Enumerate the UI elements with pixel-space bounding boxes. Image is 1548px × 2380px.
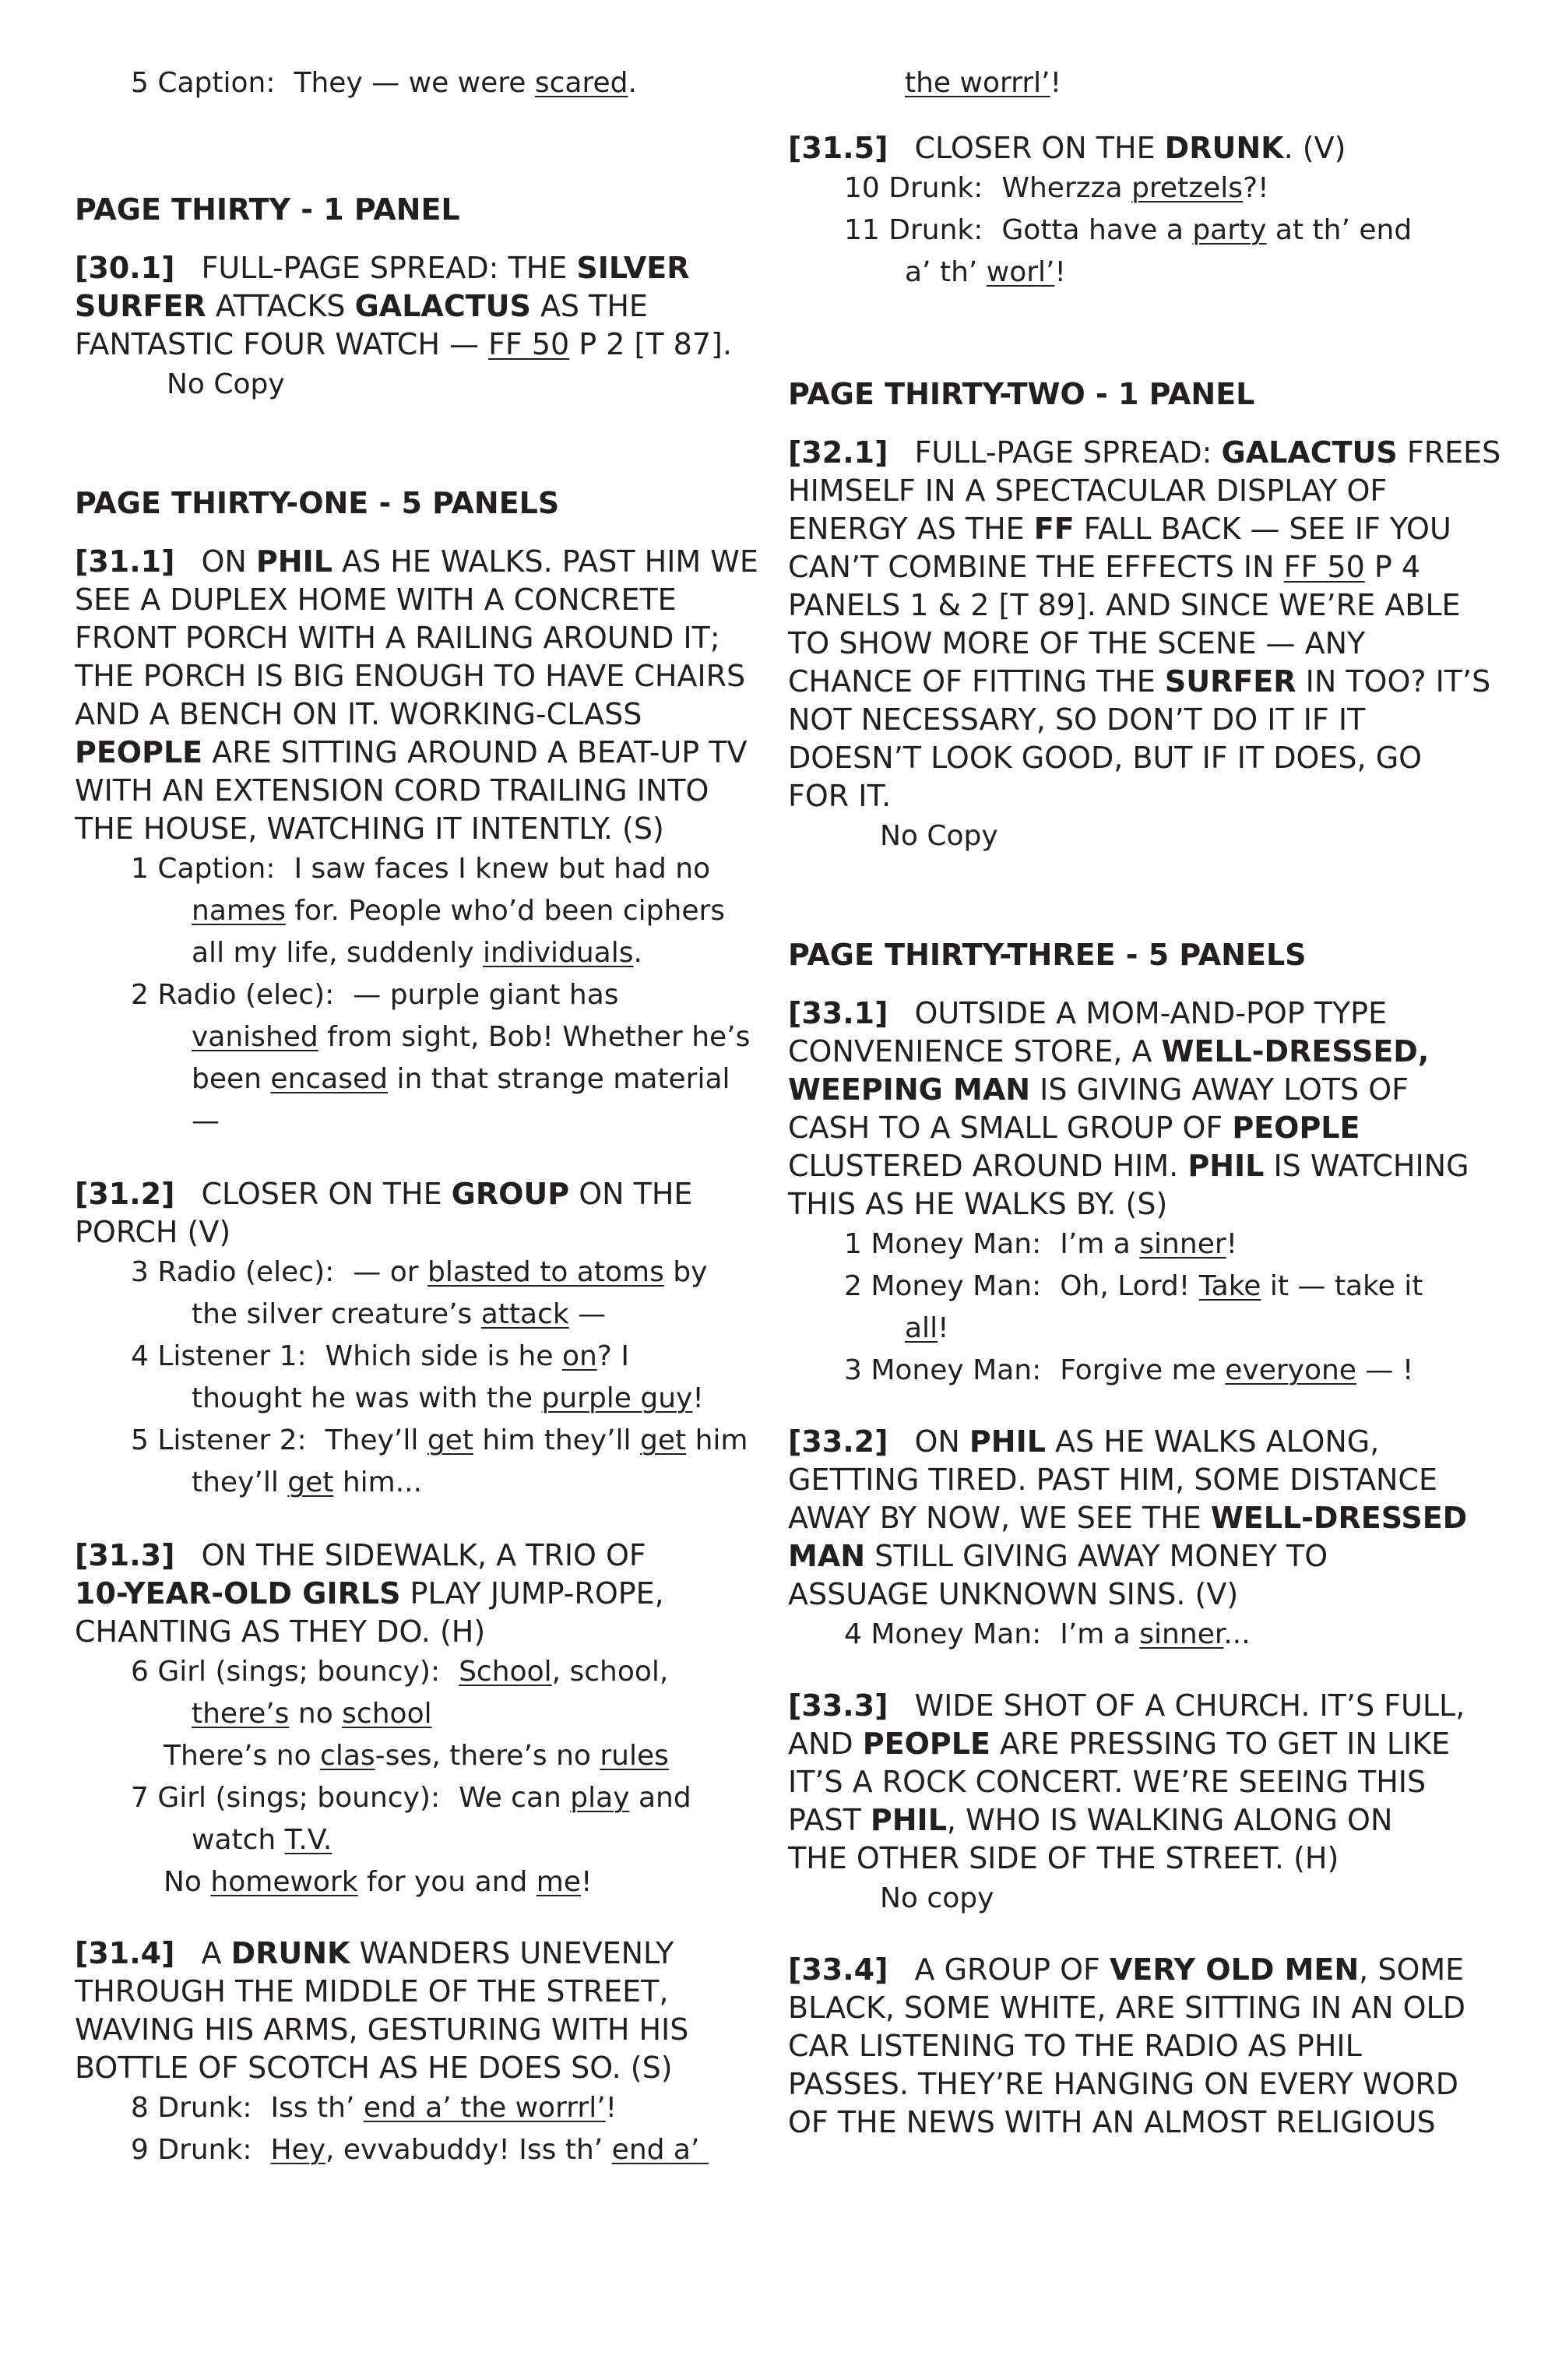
- page-heading: PAGE THIRTY - 1 PANEL: [75, 192, 460, 227]
- dialogue-line: 4 Listener 1: Which side is he on? I thought he was with the purple guy!: [131, 1340, 704, 1414]
- panel-description: [33.1] OUTSIDE A MOM-AND-POP TYPE CONVENIENCE STORE, A WELL-DRESSED, WEEPING MAN IS GIVING AWAY LOTS OF CASH TO A SMALL GROUP OF PEOPLE CLUSTERED AROUND HIM. PHIL IS WATCHING THIS AS HE WALKS BY. (S): [788, 996, 1469, 1221]
- dialogue-line: 1 Money Man: I’m a sinner!: [844, 1228, 1238, 1260]
- dialogue-line: 7 Girl (sings; bouncy): We can play and watch T.V. No homework for you and me!: [131, 1782, 691, 1898]
- dialogue-line: 2 Radio (elec): — purple giant has vanished from sight, Bob! Whether he’s been encased in that strange material —: [131, 979, 751, 1137]
- dialogue-line: 5 Listener 2: They’ll get him they’ll get him they’ll get him...: [131, 1424, 748, 1498]
- no-copy-note: No Copy: [167, 368, 285, 400]
- panel-description: [30.1] FULL-PAGE SPREAD: THE SILVER SURFER ATTACKS GALACTUS AS THE FANTASTIC FOUR WATCH — FF 50 P 2 [T 87].: [75, 251, 732, 361]
- panel-description: [33.2] ON PHIL AS HE WALKS ALONG, GETTING TIRED. PAST HIM, SOME DISTANCE AWAY BY NOW, WE SEE THE WELL-DRESSED MAN STILL GIVING AWAY MONEY TO ASSUAGE UNKNOWN SINS. (V): [788, 1424, 1468, 1611]
- panel-description: [31.3] ON THE SIDEWALK, A TRIO OF 10-YEAR-OLD GIRLS PLAY JUMP-ROPE, CHANTING AS THEY DO. (H): [75, 1538, 664, 1649]
- dialogue-line: 1 Caption: I saw faces I knew but had no names for. People who’d been ciphers all my life, suddenly individuals.: [131, 853, 726, 969]
- panel-description: [31.4] A DRUNK WANDERS UNEVENLY THROUGH THE MIDDLE OF THE STREET, WAVING HIS ARMS, GESTURING WITH HIS BOTTLE OF SCOTCH AS HE DOES SO. (S): [75, 1936, 689, 2085]
- dialogue-line: 3 Money Man: Forgive me everyone — !: [844, 1354, 1414, 1386]
- panel-description: [32.1] FULL-PAGE SPREAD: GALACTUS FREES HIMSELF IN A SPECTACULAR DISPLAY OF ENERGY AS THE FF FALL BACK — SEE IF YOU CAN’T COMBINE THE EFFECTS IN FF 50 P 4 PANELS 1 & 2 [T 89]. AND SINCE WE’RE ABLE TO SHOW MORE OF THE SCENE — ANY CHANCE OF FITTING THE SURFER IN TOO? IT’S NOT NECESSARY, SO DON’T DO IT IF IT DOESN’T LOOK GOOD, BUT IF IT DOES, GO FOR IT.: [788, 435, 1501, 813]
- panel-description: [33.3] WIDE SHOT OF A CHURCH. IT’S FULL, AND PEOPLE ARE PRESSING TO GET IN LIKE IT’S A ROCK CONCERT. WE’RE SEEING THIS PAST PHIL, WHO IS WALKING ALONG ON THE OTHER SIDE OF THE STREET. (H): [788, 1688, 1465, 1875]
- right-column: [788, 62, 1504, 2142]
- dialogue-line: 6 Girl (sings; bouncy): School, school, there’s no school There’s no clas-ses, there’s no rules: [131, 1656, 669, 1772]
- dialogue-line: 9 Drunk: Hey, evvabuddy! Iss th’ end a’: [131, 2134, 709, 2166]
- dialogue-line: 11 Drunk: Gotta have a party at th’ end a’ th’ worl’!: [844, 214, 1413, 288]
- dialogue-line: 4 Money Man: I’m a sinner...: [844, 1618, 1251, 1650]
- dialogue-line: 2 Money Man: Oh, Lord! Take it — take it all!: [844, 1270, 1423, 1344]
- page-heading: PAGE THIRTY-TWO - 1 PANEL: [788, 377, 1255, 411]
- dialogue-line: 10 Drunk: Wherzza pretzels?!: [844, 172, 1269, 204]
- dialogue-line: 8 Drunk: Iss th’ end a’ the worrrl’!: [131, 2092, 617, 2124]
- no-copy-note: No Copy: [880, 820, 998, 852]
- dialogue-continuation: the worrrl’!: [905, 67, 1062, 99]
- panel-description: [33.4] A GROUP OF VERY OLD MEN, SOME BLACK, SOME WHITE, ARE SITTING IN AN OLD CAR LISTENING TO THE RADIO AS PHIL PASSES. THEY’RE HANGING ON EVERY WORD OF THE NEWS WITH AN ALMOST RELIGIOUS: [788, 1952, 1465, 2139]
- no-copy-note: No copy: [880, 1882, 994, 1914]
- dialogue-line: 3 Radio (elec): — or blasted to atoms by the silver creature’s attack —: [131, 1256, 708, 1330]
- panel-description: [31.2] CLOSER ON THE GROUP ON THE PORCH (V): [75, 1177, 693, 1249]
- panel-description: [31.1] ON PHIL AS HE WALKS. PAST HIM WE SEE A DUPLEX HOME WITH A CONCRETE FRONT PORCH WITH A RAILING AROUND IT; THE PORCH IS BIG ENOUGH TO HAVE CHAIRS AND A BENCH ON IT. WORKING-CLASS PEOPLE ARE SITTING AROUND A BEAT-UP TV WITH AN EXTENSION CORD TRAILING INTO THE HOUSE, WATCHING IT INTENTLY. (S): [75, 544, 758, 846]
- page-heading: PAGE THIRTY-ONE - 5 PANELS: [75, 486, 560, 520]
- caption-line: 5 Caption: They — we were scared.: [131, 67, 637, 99]
- left-column: [75, 62, 791, 2171]
- panel-description: [31.5] CLOSER ON THE DRUNK. (V): [788, 131, 1346, 165]
- page-heading: PAGE THIRTY-THREE - 5 PANELS: [788, 938, 1307, 972]
